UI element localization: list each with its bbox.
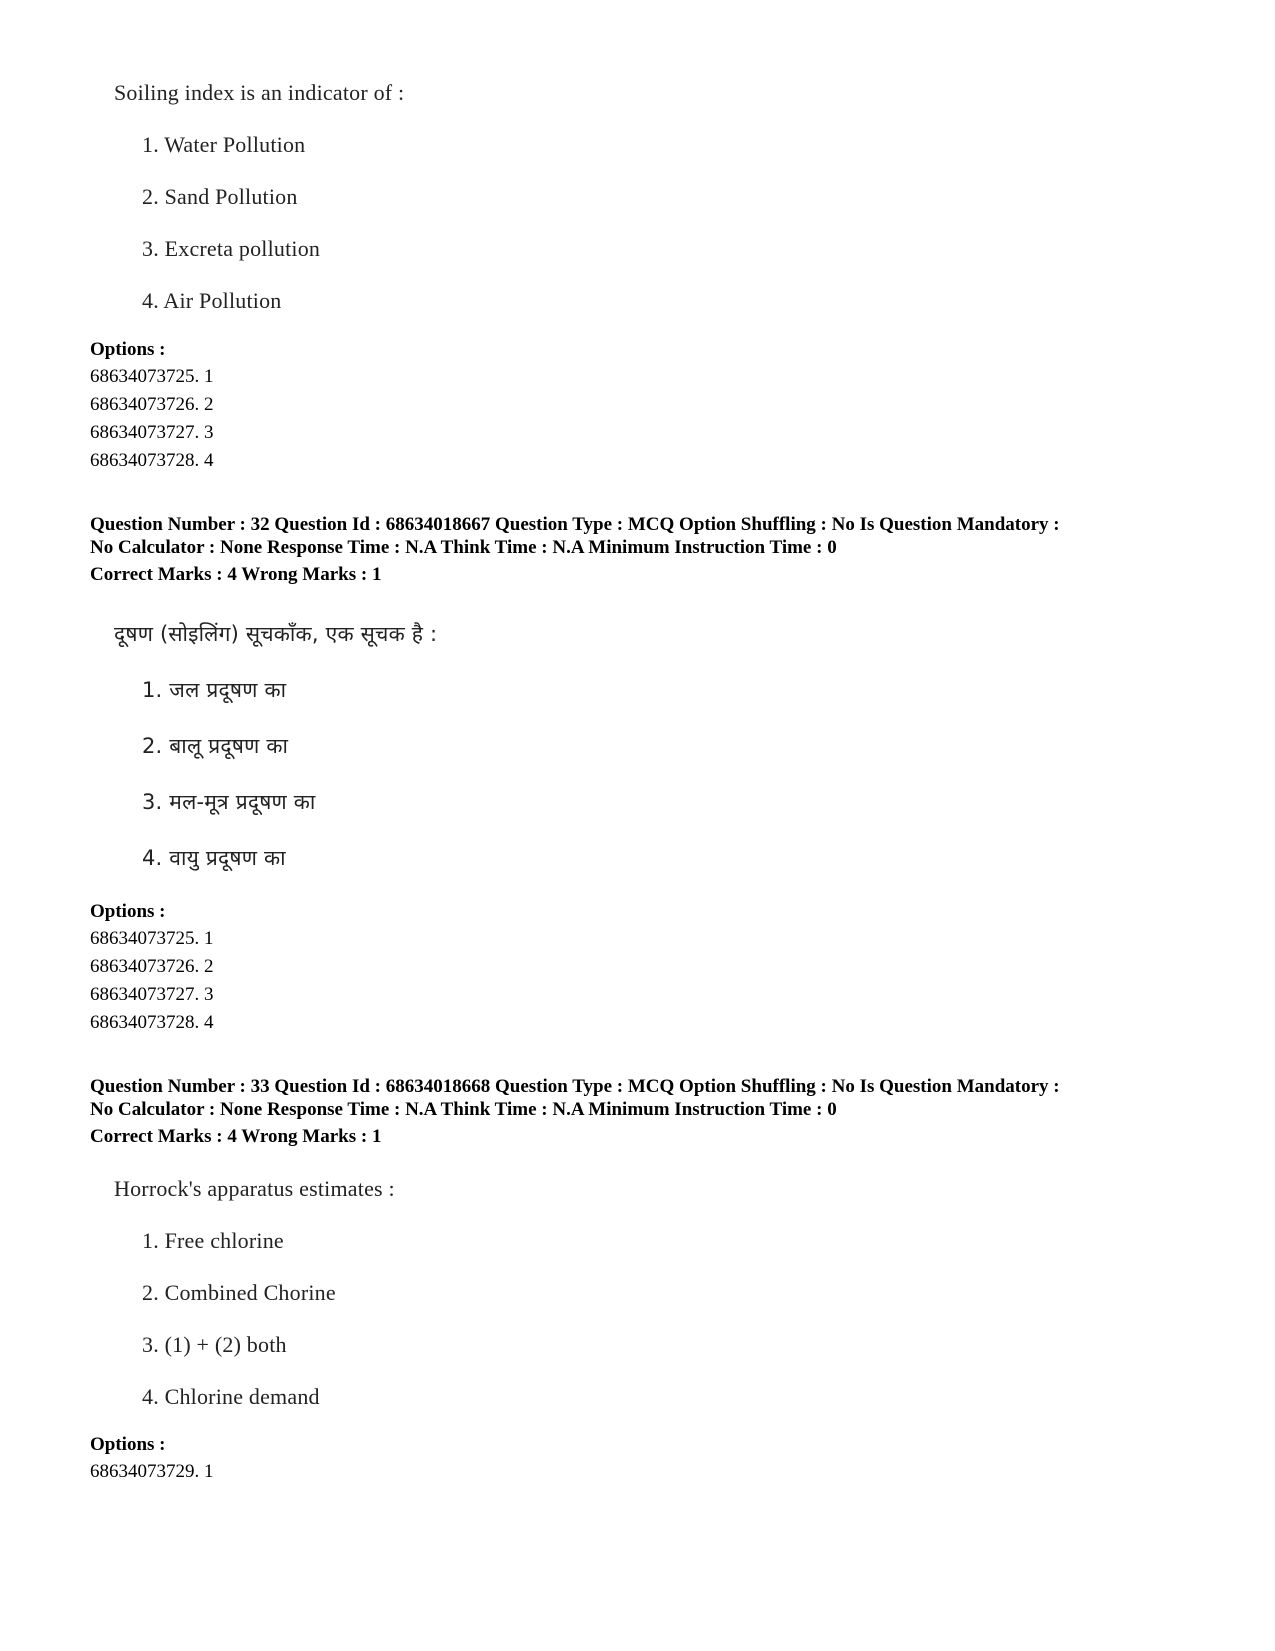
question-33-option-1: 68634073729. 1 [90, 1461, 214, 1482]
question-32-option-2: 68634073726. 2 [90, 956, 214, 977]
question-33-marks: Correct Marks : 4 Wrong Marks : 1 [90, 1126, 382, 1147]
question-31-option-4: 68634073728. 4 [90, 450, 214, 471]
question-33-choice-2: 2. Combined Chorine [142, 1280, 336, 1305]
question-33-meta-line-1: Question Number : 33 Question Id : 68634018668 Question Type : MCQ Option Shuffling : No Is Question Mandatory : [90, 1076, 1060, 1097]
question-32-marks: Correct Marks : 4 Wrong Marks : 1 [90, 564, 382, 585]
question-31-stem: Soiling index is an indicator of : [114, 80, 405, 105]
question-31-option-2: 68634073726. 2 [90, 394, 214, 415]
question-32-option-4: 68634073728. 4 [90, 1012, 214, 1033]
question-33-choice-1: 1. Free chlorine [142, 1228, 284, 1253]
question-31-choice-1: 1. Water Pollution [142, 132, 306, 157]
question-33-choice-3: 3. (1) + (2) both [142, 1332, 287, 1357]
question-31-option-3: 68634073727. 3 [90, 422, 214, 443]
question-32-choice-3: 3. मल-मूत्र प्रदूषण का [142, 790, 316, 814]
question-31-option-1: 68634073725. 1 [90, 366, 214, 387]
question-32-choice-1: 1. जल प्रदूषण का [142, 678, 287, 702]
question-33-stem: Horrock's apparatus estimates : [114, 1176, 395, 1201]
question-33-meta-line-2: No Calculator : None Response Time : N.A Think Time : N.A Minimum Instruction Time : 0 [90, 1099, 837, 1120]
question-32-choice-2: 2. बालू प्रदूषण का [142, 734, 289, 758]
question-33-options-heading: Options : [90, 1434, 166, 1455]
question-32-option-1: 68634073725. 1 [90, 928, 214, 949]
question-32-meta-line-2: No Calculator : None Response Time : N.A Think Time : N.A Minimum Instruction Time : 0 [90, 537, 837, 558]
question-31-choice-2: 2. Sand Pollution [142, 184, 298, 209]
question-33-choice-4: 4. Chlorine demand [142, 1384, 320, 1409]
question-31-options-heading: Options : [90, 339, 166, 360]
question-32-stem: दूषण (सोइलिंग) सूचकाँक, एक सूचक है : [114, 622, 438, 646]
question-32-meta-line-1: Question Number : 32 Question Id : 68634018667 Question Type : MCQ Option Shuffling : No Is Question Mandatory : [90, 514, 1060, 535]
question-32-option-3: 68634073727. 3 [90, 984, 214, 1005]
question-32-choice-4: 4. वायु प्रदूषण का [142, 846, 286, 870]
question-31-choice-3: 3. Excreta pollution [142, 236, 321, 261]
question-32-options-heading: Options : [90, 901, 166, 922]
question-31-choice-4: 4. Air Pollution [142, 288, 282, 313]
